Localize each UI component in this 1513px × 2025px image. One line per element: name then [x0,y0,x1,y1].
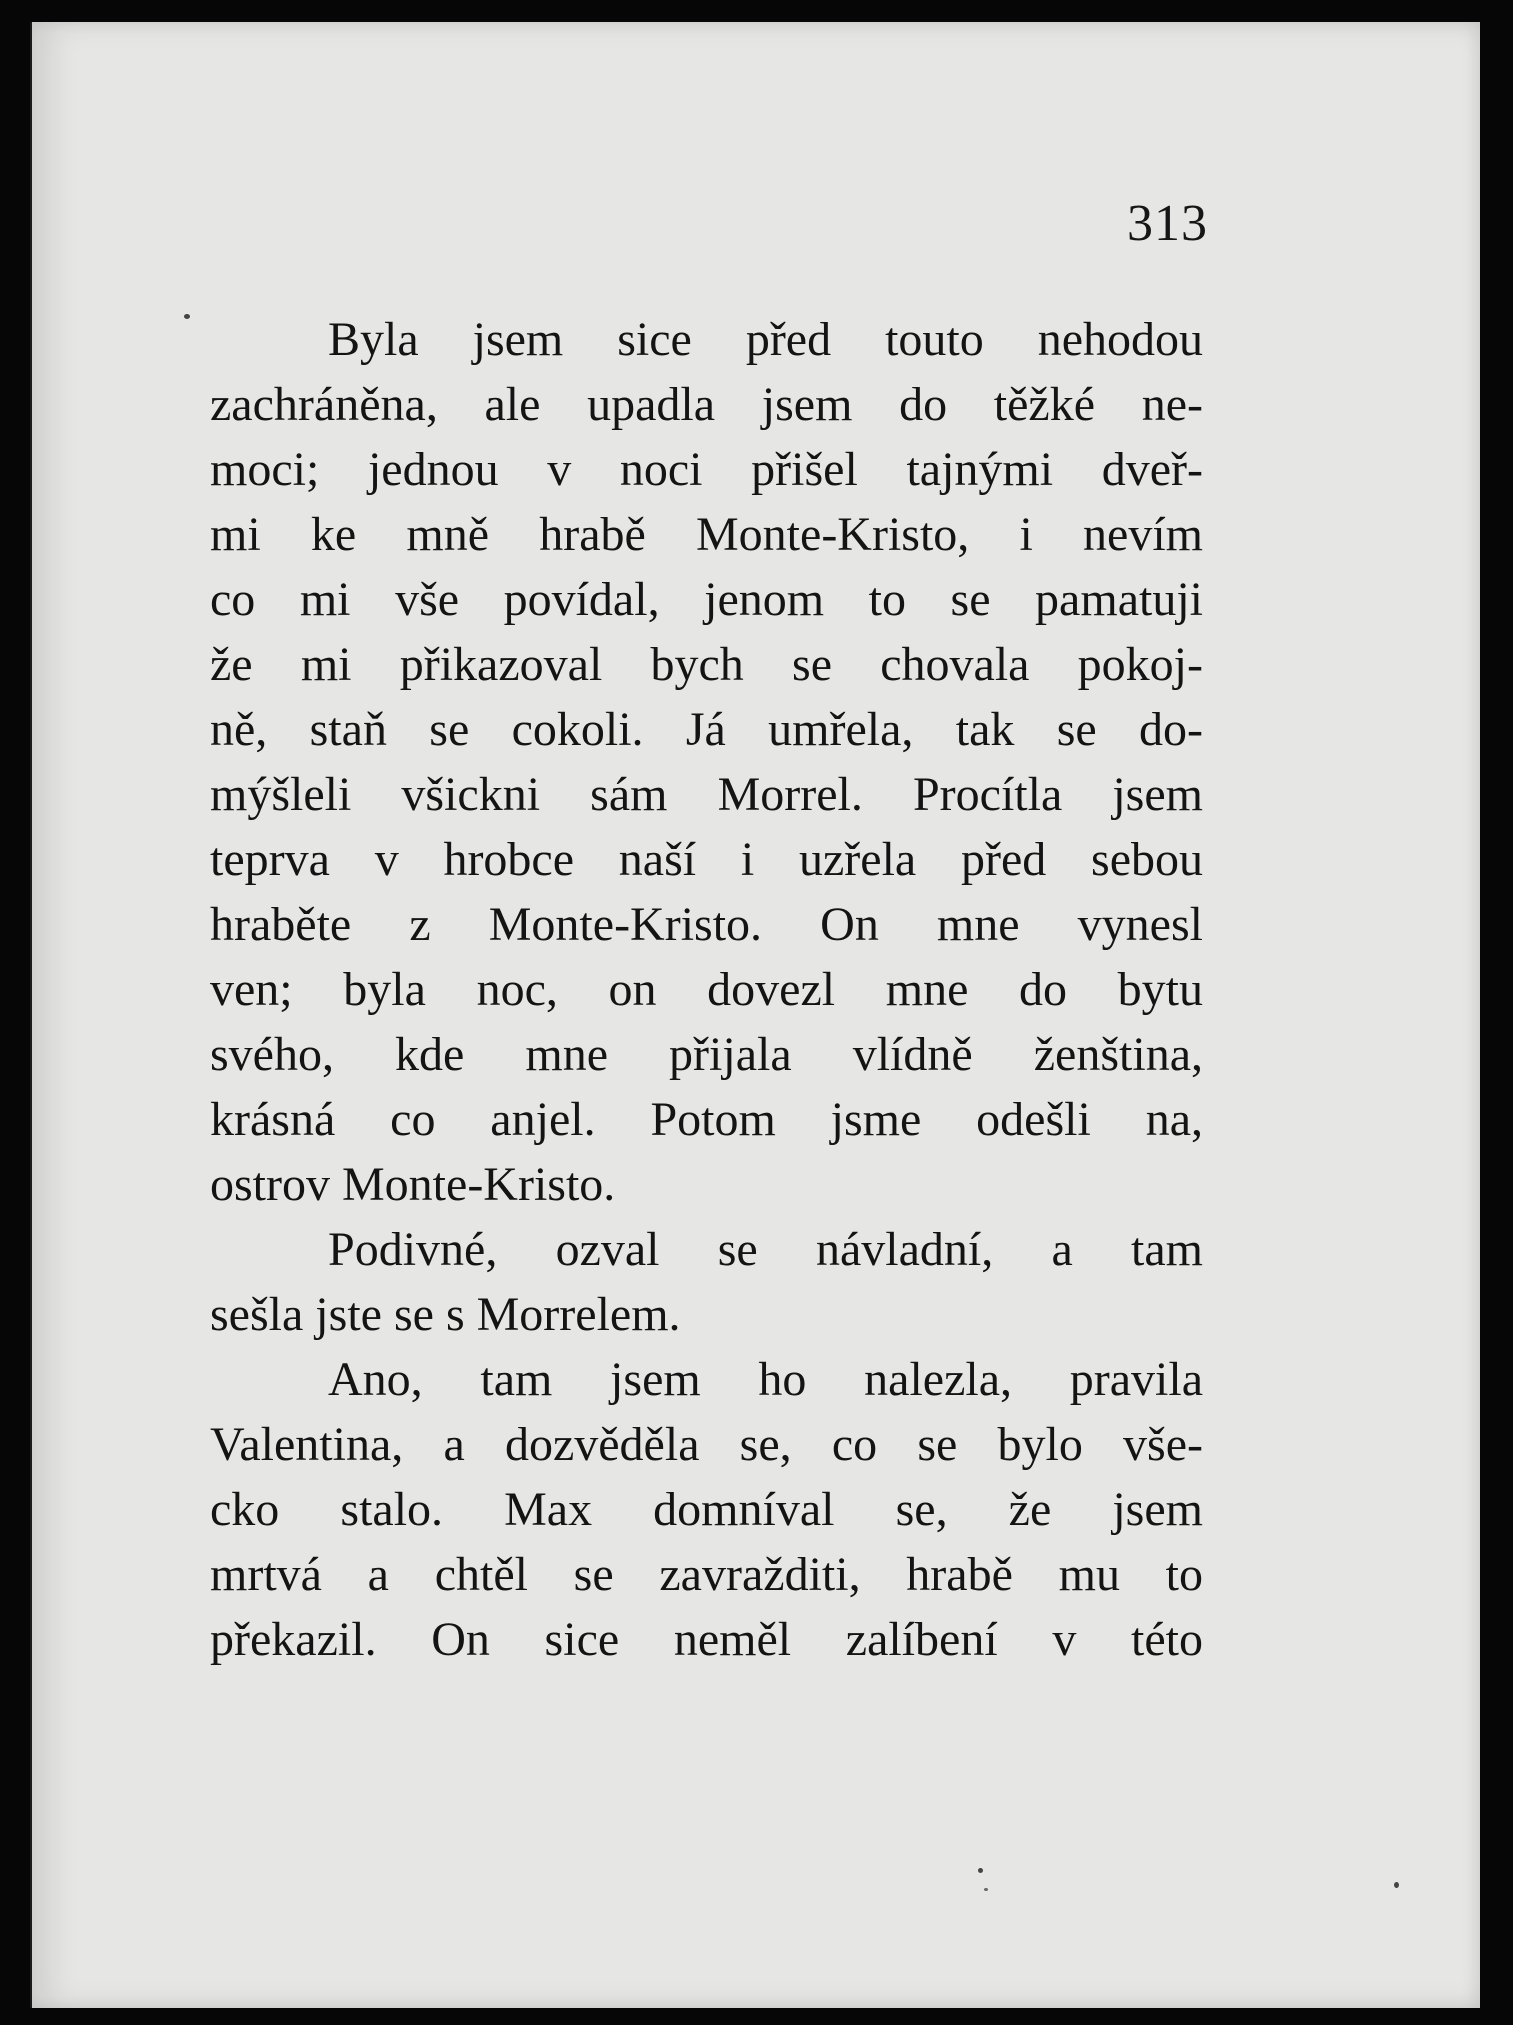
text-line: Byla jsem sice před touto nehodou [328,313,1203,366]
text-line: mrtvá a chtěl se zavražditi, hrabě mu to [210,1548,1203,1601]
text-line: ven; byla noc, on dovezl mne do bytu [210,963,1203,1016]
page-number: 313 [1127,195,1208,252]
text-line: překazil. On sice neměl zalíbení v této [210,1613,1203,1666]
paper-speck [184,314,190,319]
paper-speck [1394,1882,1399,1888]
text-line: Ano, tam jsem ho nalezla, pravila [328,1353,1203,1406]
text-line: mi ke mně hrabě Monte-Kristo, i nevím [210,508,1203,561]
book-page [30,22,1480,2008]
text-line: mýšleli všickni sám Morrel. Procítla jsem [210,768,1203,821]
paper-speck [984,1888,988,1891]
text-line: ně, staň se cokoli. Já umřela, tak se do- [210,703,1203,756]
text-line: Valentina, a dozvěděla se, co se bylo vše- [210,1418,1203,1471]
text-line: cko stalo. Max domníval se, že jsem [210,1483,1203,1536]
text-line: krásná co anjel. Potom jsme odešli na, [210,1093,1203,1146]
text-line: moci; jednou v noci přišel tajnými dveř- [210,443,1203,496]
body-text [210,307,1203,1672]
text-line: sešla jste se s Morrelem. [210,1288,681,1341]
text-line: svého, kde mne přijala vlídně ženština, [210,1028,1203,1081]
text-line: teprva v hrobce naší i uzřela před sebou [210,833,1203,886]
text-line: zachráněna, ale upadla jsem do těžké ne- [210,378,1203,431]
text-line: ostrov Monte-Kristo. [210,1158,616,1211]
text-line: že mi přikazoval bych se chovala pokoj- [210,638,1203,691]
paper-speck [978,1868,983,1873]
text-line: co mi vše povídal, jenom to se pamatuji [210,573,1203,626]
text-line: hraběte z Monte-Kristo. On mne vynesl [210,898,1203,951]
text-line: Podivné, ozval se návladní, a tam [328,1223,1203,1276]
